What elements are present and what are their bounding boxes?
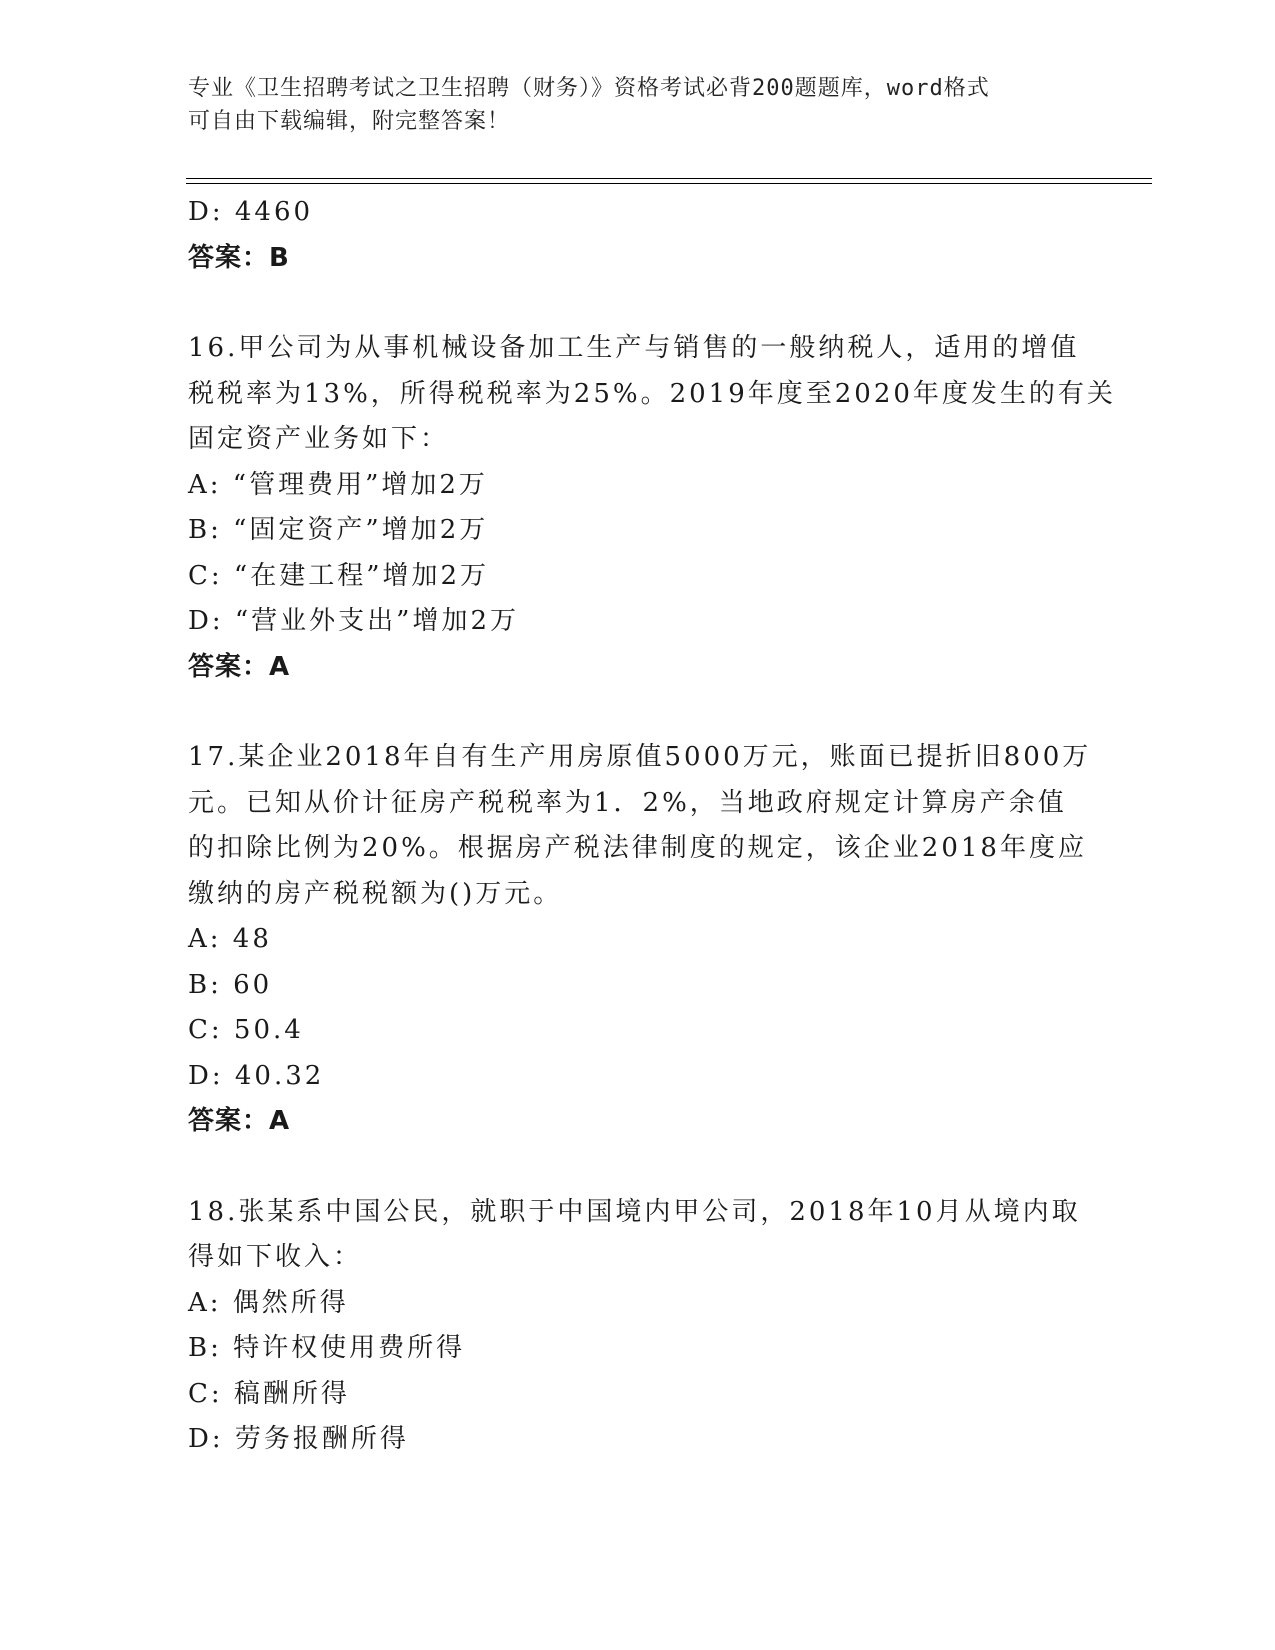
question-15-tail [188,190,1088,281]
spacer [188,1145,1088,1190]
option-b: B: 特许权使用费所得 [188,1333,466,1363]
question-text-line: 元。已知从价计征房产税税率为1．2%，当地政府规定计算房产余值 [188,787,1067,818]
document-header [188,72,1088,138]
option-d: D: 劳务报酬所得 [188,1424,409,1454]
header-line-2: 可自由下载编辑，附完整答案！ [188,109,511,134]
question-text-line: 的扣除比例为20%。根据房产税法律制度的规定，该企业2018年度应 [188,833,1087,863]
answer-line: 答案：B [188,242,290,273]
spacer [188,690,1088,735]
question-text-line: 17.某企业2018年自有生产用房原值5000万元，账面已提折旧800万 [188,742,1092,772]
document-body [188,190,1116,1463]
question-text-line: 税税率为13%，所得税税率为25%。2019年度至2020年度发生的有关 [188,378,1116,409]
answer-line: 答案：A [188,651,291,682]
option-c: C: 稿酬所得 [188,1378,350,1409]
question-text-line: 缴纳的房产税税额为()万元。 [188,878,563,909]
question-18 [188,1190,1088,1463]
spacer [188,281,1088,326]
option-d: D: 40.32 [188,1060,325,1091]
question-text-line: 得如下收入： [188,1242,363,1272]
question-text-line: 16.甲公司为从事机械设备加工生产与销售的一般纳税人，适用的增值 [188,333,1080,363]
question-text-line: 18.张某系中国公民，就职于中国境内甲公司，2018年10月从境内取 [188,1196,1081,1227]
option-a: A: 48 [188,924,272,954]
question-16 [188,326,1116,690]
header-rule-top [186,178,1152,179]
option-c: C: “在建工程”增加2万 [188,560,490,591]
option-b: B: “固定资产”增加2万 [188,515,489,545]
answer-line: 答案：A [188,1106,291,1136]
option-b: B: 60 [188,969,273,1000]
option-a: A: “管理费用”增加2万 [188,469,488,500]
question-text-line: 固定资产业务如下： [188,424,450,454]
option-c: C: 50.4 [188,1015,304,1045]
option-d: D: “营业外支出”增加2万 [188,606,519,636]
option-a: A: 偶然所得 [188,1287,349,1318]
header-rule-bottom [186,183,1152,184]
question-17 [188,735,1092,1145]
option-d: D: 4460 [188,197,314,227]
header-line-1: 专业《卫生招聘考试之卫生招聘（财务）》资格考试必背200题题库，word格式 [188,76,990,101]
